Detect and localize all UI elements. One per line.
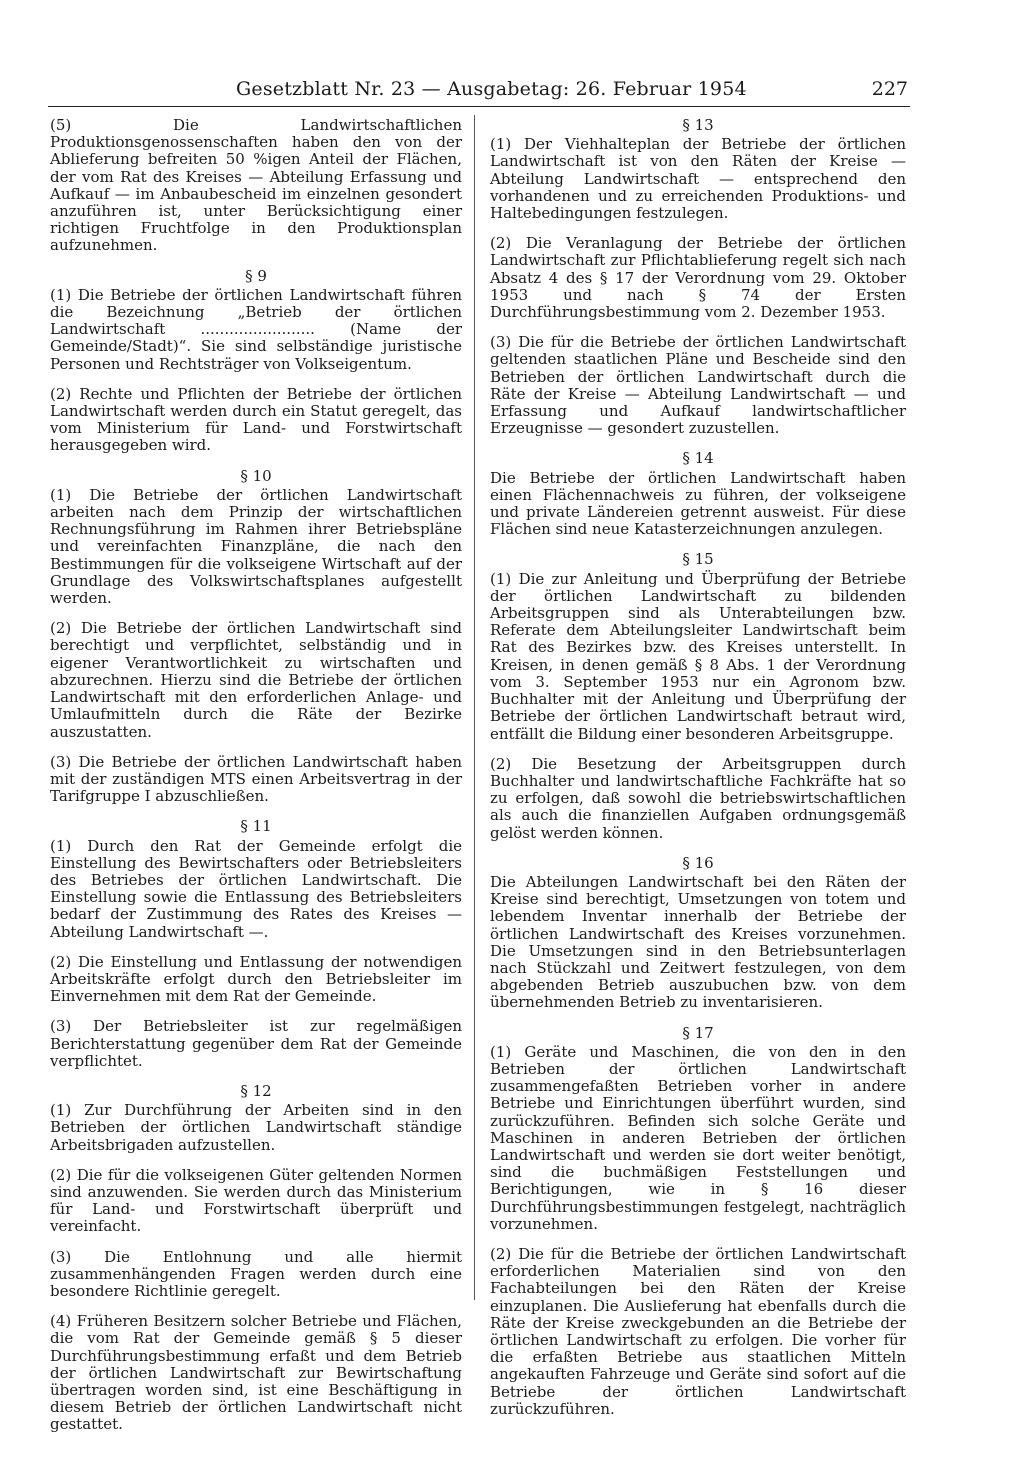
paragraph: (3) Der Betriebsleiter ist zur regelmäßigen Berichterstattung gegenüber dem Rat der Gemeinde verpflichtet. bbox=[50, 1017, 462, 1070]
paragraph: (3) Die Entlohnung und alle hiermit zusammenhängenden Fragen werden durch eine besondere Richtlinie geregelt. bbox=[50, 1247, 462, 1300]
paragraph: (2) Rechte und Pflichten der Betriebe der örtlichen Landwirtschaft werden durch ein Statut geregelt, das vom Ministerium für Land- und Forstwirtschaft herausgegeben wird. bbox=[50, 384, 462, 455]
section-heading: § 16 bbox=[682, 853, 714, 872]
paragraph: (5) Die Landwirtschaftlichen Produktionsgenossenschaften haben den von der Ablieferung befreiten 50 %igen Anteil der Flächen, der vom Rat des Kreises — Abteilung Erfassung und Aufkauf — im Anbaubescheid im einzelnen gesondert anzuführen ist, unter Berücksichtigung einer richtigen Fruchtfolge in den Produktionsplan aufzunehmen. bbox=[50, 116, 462, 255]
section-heading: § 14 bbox=[682, 449, 714, 468]
right-column bbox=[490, 117, 906, 1431]
paragraph: (2) Die Einstellung und Entlassung der notwendigen Arbeitskräfte erfolgt durch den Betriebsleiter im Einvernehmen mit dem Rat der Gemeinde. bbox=[50, 952, 462, 1006]
page-title: Gesetzblatt Nr. 23 — Ausgabetag: 26. Februar 1954 bbox=[236, 78, 747, 100]
paragraph: (1) Zur Durchführung der Arbeiten sind in den Betrieben der örtlichen Landwirtschaft ständige Arbeitsbrigaden aufzustellen. bbox=[50, 1101, 462, 1154]
page-header bbox=[48, 76, 910, 107]
paragraph: (2) Die für die volkseigenen Güter geltenden Normen sind anzuwenden. Sie werden durch das Ministerium für Land- und Forstwirtschaft überprüft und vereinfacht. bbox=[50, 1165, 462, 1236]
paragraph: (2) Die für die Betriebe der örtlichen Landwirtschaft erforderlichen Materialien sind von den Fachabteilungen bei den Räten der Kreise einzuplanen. Die Auslieferung hat ebenfalls durch die Räte der Kreise zweckgebunden an die Betriebe der örtlichen Landwirtschaft zu erfolgen. Die vorher für die erfaßten Betriebe aus staatlichen Mitteln angekauften Fahrzeuge und Geräte sind sofort auf die Betriebe der örtlichen Landwirtschaft zurückzuführen. bbox=[490, 1244, 906, 1418]
paragraph: (1) Durch den Rat der Gemeinde erfolgt die Einstellung des Bewirtschafters oder Betriebsleiters des Betriebes der örtlichen Landwirtschaft. Die Einstellung sowie die Entlassung des Betriebsleiters bedarf der Zustimmung des Rates des Kreises — Abteilung Landwirtschaft —. bbox=[50, 836, 462, 941]
paragraph: (3) Die Betriebe der örtlichen Landwirtschaft haben mit der zuständigen MTS einen Arbeitsvertrag in der Tarifgruppe I abzuschließen. bbox=[50, 752, 462, 806]
paragraph: (2) Die Veranlagung der Betriebe der örtlichen Landwirtschaft zur Pflichtablieferung regelt sich nach Absatz 4 des § 17 der Verordnung vom 29. Oktober 1953 und nach § 74 der Ersten Durchführungsbestimmung vom 2. Dezember 1953. bbox=[490, 234, 906, 322]
page-number: 227 bbox=[871, 78, 908, 100]
paragraph: (2) Die Betriebe der örtlichen Landwirtschaft sind berechtigt und verpflichtet, selbständig und in eigener Verantwortlichkeit zu wirtschaften und abzurechnen. Hierzu sind die Betriebe der örtlichen Landwirtschaft mit den erforderlichen Anlage- und Umlaufmitteln durch die Räte der Bezirke auszustatten. bbox=[50, 619, 462, 741]
section-heading: § 17 bbox=[682, 1023, 714, 1042]
paragraph: (1) Die Betriebe der örtlichen Landwirtschaft führen die Bezeichnung „Betrieb der örtlichen Landwirtschaft ........................ (Name der Gemeinde/Stadt)“. Sie sind selbständige juristische Personen und Rechtsträger von Volkseigentum. bbox=[50, 285, 462, 373]
left-column bbox=[50, 117, 462, 1447]
paragraph: (2) Die Besetzung der Arbeitsgruppen durch Buchhalter und landwirtschaftliche Fachkräfte hat so zu erfolgen, daß sowohl die betriebswirtschaftlichen als auch die finanziellen Aufgaben ordnungsgemäß gelöst werden können. bbox=[490, 754, 906, 842]
column-divider bbox=[474, 115, 475, 1300]
section-heading: § 10 bbox=[240, 466, 272, 485]
paragraph: (4) Früheren Besitzern solcher Betriebe und Flächen, die vom Rat der Gemeinde gemäß § 5 dieser Durchführungsbestimmung erfaßt und dem Betrieb der örtlichen Landwirtschaft zur Bewirtschaftung übertragen worden sind, ist eine Beschäftigung in diesem Betrieb der örtlichen Landwirtschaft nicht gestattet. bbox=[50, 1312, 462, 1434]
paragraph: (3) Die für die Betriebe der örtlichen Landwirtschaft geltenden staatlichen Pläne und Bescheide sind den Betrieben der örtlichen Landwirtschaft durch die Räte der Kreise — Abteilung Landwirtschaft — und Erfassung und Aufkauf landwirtschaftlicher Erzeugnisse — gesondert zuzustellen. bbox=[490, 333, 906, 438]
paragraph: (1) Geräte und Maschinen, die von den in den Betrieben der örtlichen Landwirtschaft zusammengefaßten Betrieben vorher in andere Betriebe und Einrichtungen überführt wurden, sind zurückzuführen. Befinden sich solche Geräte und Maschinen in anderen Betrieben der örtlichen Landwirtschaft und werden sie dort weiter benötigt, sind die buchmäßigen Feststellungen und Berichtigungen, wie in § 16 dieser Durchführungsbestimmungen festgelegt, nachträglich vorzunehmen. bbox=[490, 1042, 906, 1233]
section-heading: § 15 bbox=[682, 550, 714, 569]
paragraph: (1) Die zur Anleitung und Überprüfung der Betriebe der örtlichen Landwirtschaft zu bildenden Arbeitsgruppen sind als Unterabteilungen bzw. Referate dem Abteilungsleiter Landwirtschaft beim Rat des Bezirkes bzw. des Kreises unterstellt. In Kreisen, in denen gemäß § 8 Abs. 1 der Verordnung vom 3. September 1953 nur ein Agronom bzw. Buchhalter mit der Anleitung und Überprüfung der Betriebe der örtlichen Landwirtschaft betraut wird, entfällt die Bildung einer besonderen Arbeitsgruppe. bbox=[490, 569, 906, 743]
paragraph: Die Abteilungen Landwirtschaft bei den Räten der Kreise sind berechtigt, Umsetzungen von totem und lebendem Inventar innerhalb der Betriebe der örtlichen Landwirtschaft des Kreises vorzunehmen. Die Umsetzungen sind in den Betriebsunterlagen nach Stückzahl und Zeitwert festzulegen, von dem abgebenden Betrieb auszubuchen bzw. von dem übernehmenden Betrieb zu inventarisieren. bbox=[490, 872, 906, 1012]
section-heading: § 11 bbox=[240, 817, 272, 836]
section-heading: § 9 bbox=[245, 266, 267, 285]
paragraph: Die Betriebe der örtlichen Landwirtschaft haben einen Flächennachweis zu führen, der volkseigene und private Ländereien getrennt ausweist. Für diese Flächen sind neue Katasterzeichnungen anzulegen. bbox=[490, 468, 906, 539]
paragraph: (1) Die Betriebe der örtlichen Landwirtschaft arbeiten nach dem Prinzip der wirtschaftlichen Rechnungsführung im Rahmen ihrer Betriebspläne und vereinfachten Finanzpläne, die nach den Bestimmungen für die volkseigene Wirtschaft auf der Grundlage des Volkswirtschaftsplanes aufgestellt werden. bbox=[50, 485, 462, 608]
section-heading: § 13 bbox=[682, 116, 714, 134]
section-heading: § 12 bbox=[240, 1081, 272, 1100]
paragraph: (1) Der Viehhalteplan der Betriebe der örtlichen Landwirtschaft ist von den Räten der Kreise — Abteilung Landwirtschaft — entsprechend den vorhandenen und zu erreichenden Produktions- und Haltebedingungen festzulegen. bbox=[490, 135, 906, 223]
